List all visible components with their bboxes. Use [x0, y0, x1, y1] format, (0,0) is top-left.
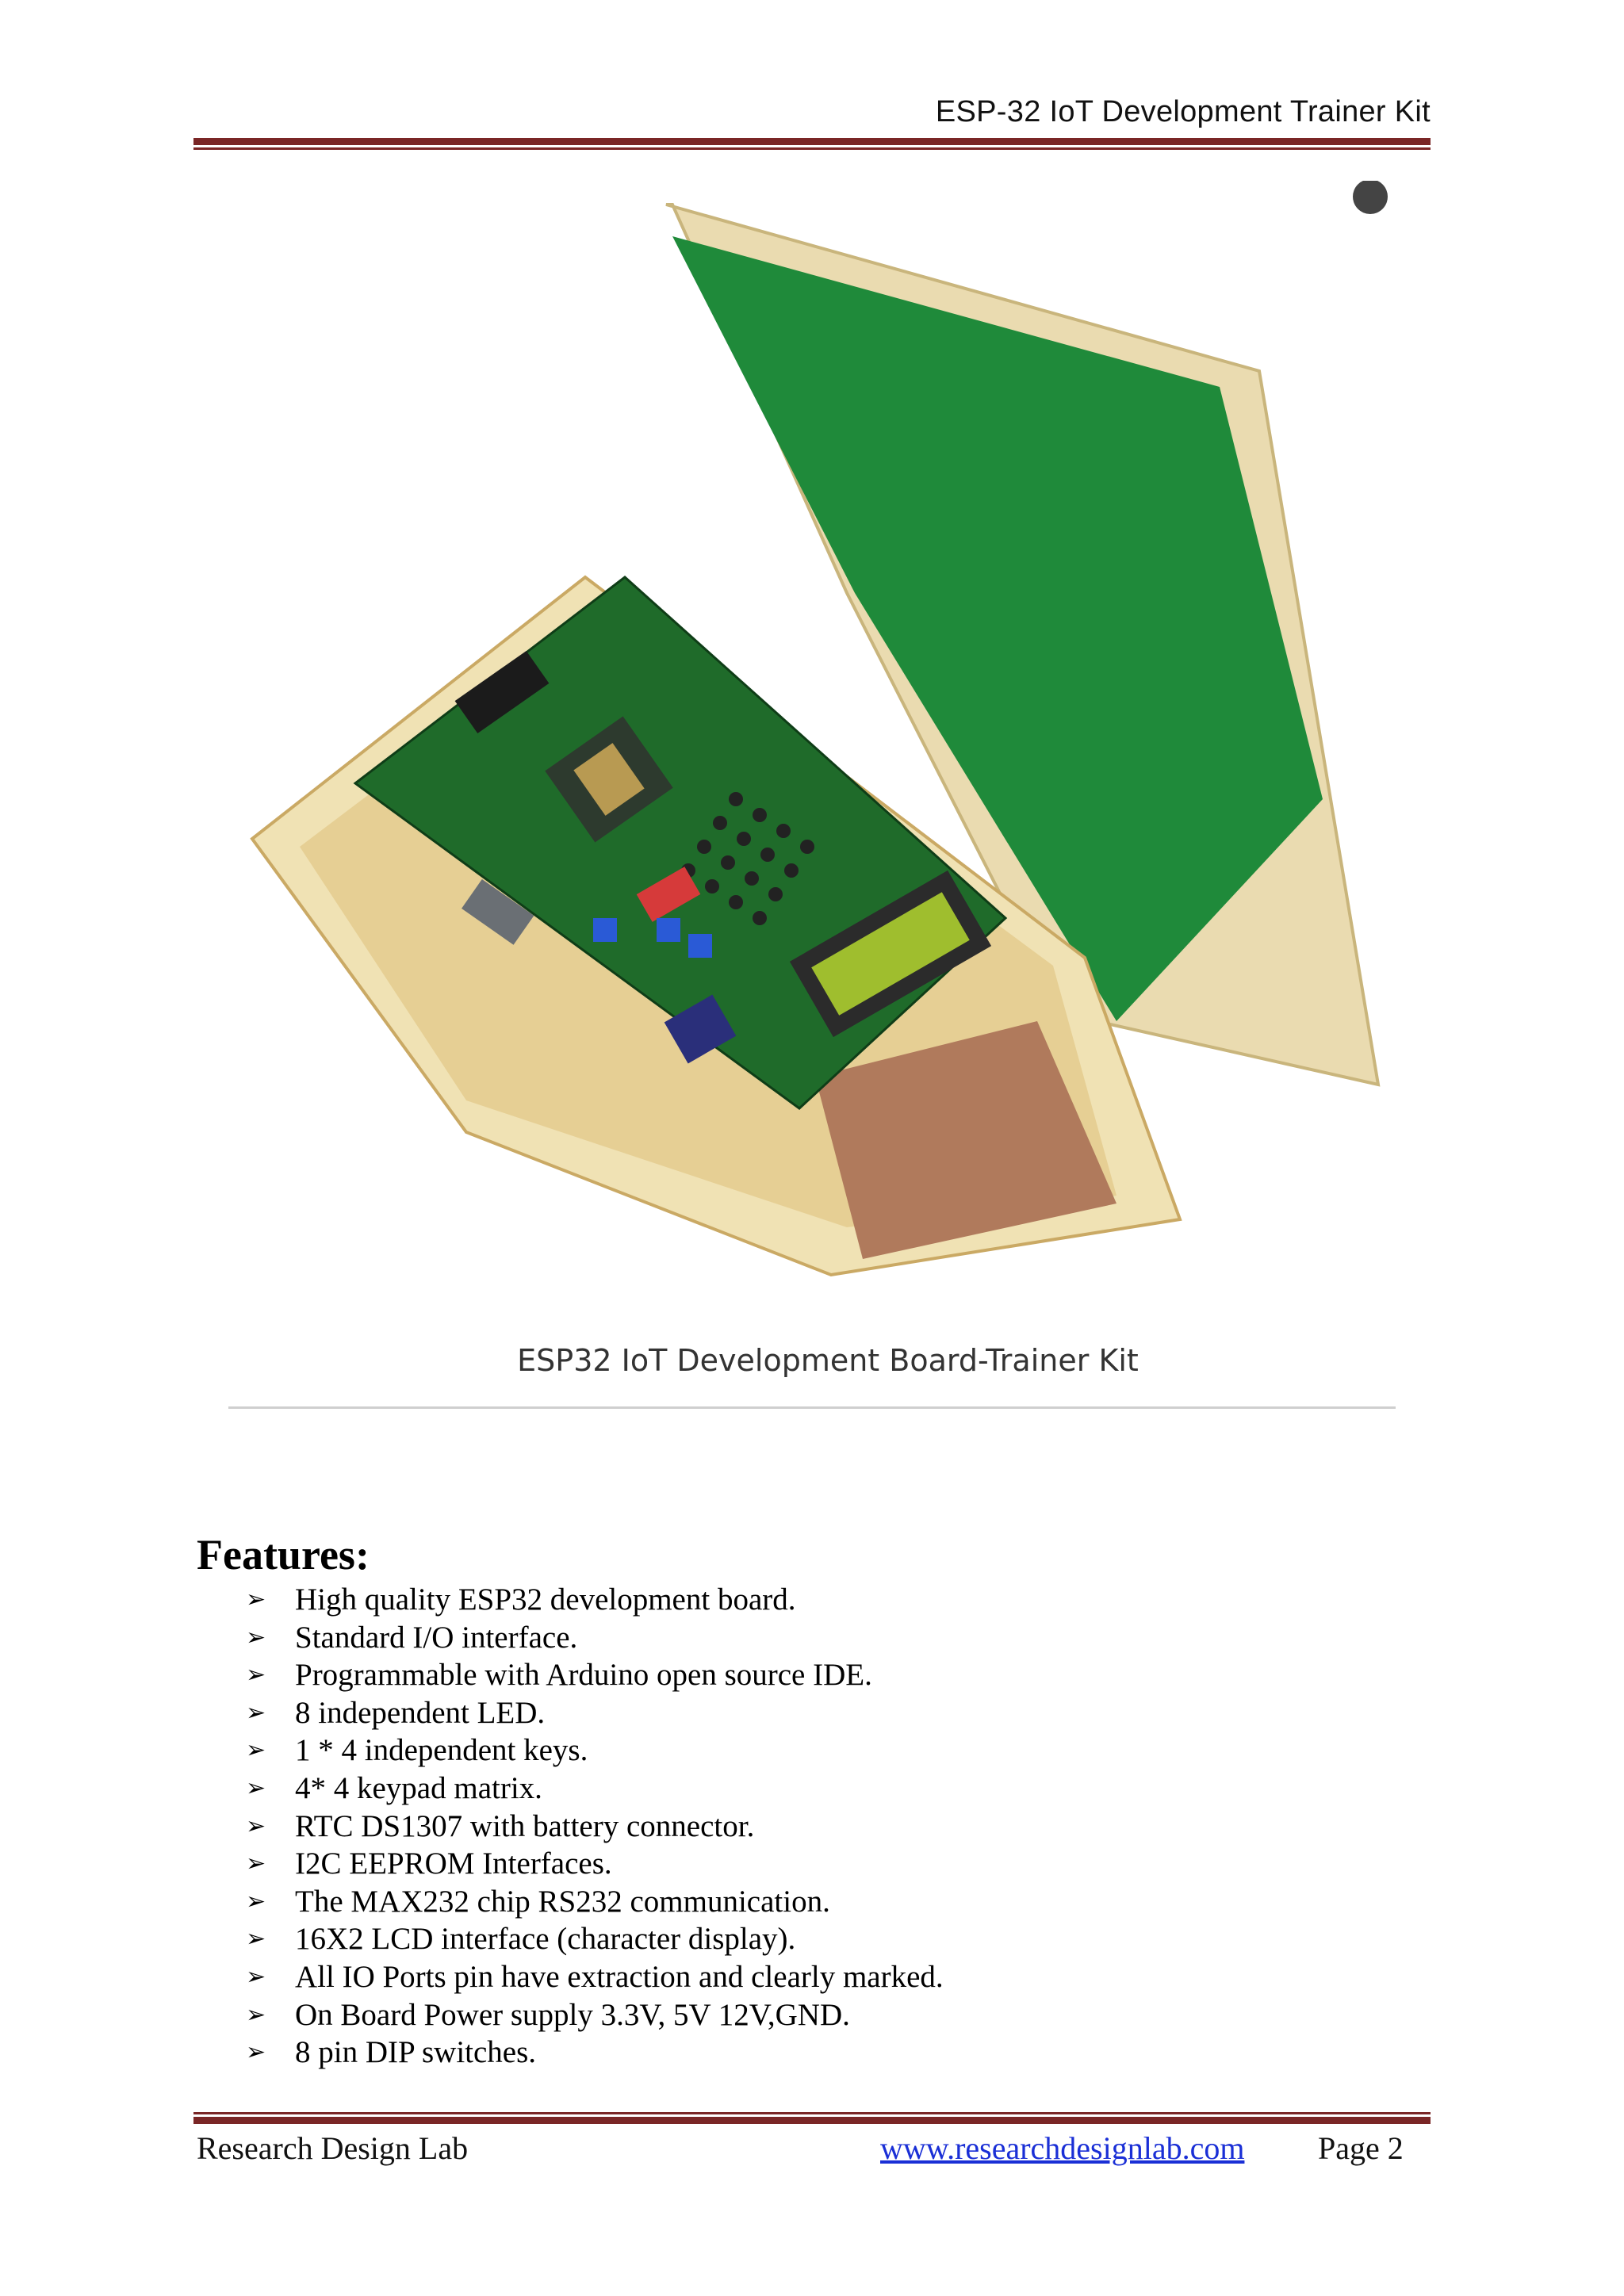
- arrow-bullet-icon: ➢: [246, 1737, 266, 1764]
- features-list: [246, 1581, 944, 2072]
- arrow-bullet-icon: ➢: [246, 1774, 266, 1801]
- arrow-bullet-icon: ➢: [246, 1624, 266, 1651]
- potentiometer: [657, 918, 680, 942]
- corner-logo-icon: [1353, 181, 1388, 214]
- list-item-text: Standard I/O interface.: [295, 1620, 578, 1655]
- features-heading: Features:: [197, 1531, 370, 1578]
- list-item: [246, 1770, 944, 1808]
- list-item: [246, 1808, 944, 1846]
- list-item: [246, 1883, 944, 1921]
- list-item: [246, 1581, 944, 1619]
- list-item-text: 16X2 LCD interface (character display).: [295, 1922, 796, 1957]
- list-item-text: Programmable with Arduino open source IDE.: [295, 1658, 872, 1693]
- arrow-bullet-icon: ➢: [246, 1888, 266, 1915]
- arrow-bullet-icon: ➢: [246, 1963, 266, 1990]
- list-item: [246, 1920, 944, 1958]
- arrow-bullet-icon: ➢: [246, 1662, 266, 1689]
- product-photo: [228, 181, 1396, 1418]
- list-item: [246, 1656, 944, 1694]
- potentiometer: [688, 934, 712, 958]
- list-item: [246, 1996, 944, 2034]
- footer-rule-thin: [193, 2112, 1431, 2114]
- header-rule-thin: [193, 147, 1431, 150]
- list-item: [246, 1619, 944, 1657]
- list-item-text: 8 pin DIP switches.: [295, 2035, 537, 2070]
- arrow-bullet-icon: ➢: [246, 1926, 266, 1953]
- footer-rule-thick: [193, 2117, 1431, 2124]
- footer-website-link[interactable]: www.researchdesignlab.com: [880, 2130, 1245, 2166]
- arrow-bullet-icon: ➢: [246, 1850, 266, 1877]
- list-item: [246, 1958, 944, 1996]
- header-rule-thick: [193, 138, 1431, 145]
- list-item-text: High quality ESP32 development board.: [295, 1582, 796, 1617]
- list-item: [246, 1845, 944, 1883]
- footer-page-number: Page 2: [1318, 2130, 1404, 2166]
- photo-caption: ESP32 IoT Development Board-Trainer Kit: [517, 1343, 1139, 1378]
- list-item: [246, 1732, 944, 1770]
- list-item-text: On Board Power supply 3.3V, 5V 12V,GND.: [295, 1997, 850, 2032]
- list-item-text: 1 * 4 independent keys.: [295, 1733, 588, 1768]
- arrow-bullet-icon: ➢: [246, 1812, 266, 1839]
- arrow-bullet-icon: ➢: [246, 1699, 266, 1726]
- list-item-text: RTC DS1307 with battery connector.: [295, 1808, 755, 1843]
- footer-company: Research Design Lab: [197, 2130, 469, 2166]
- list-item: [246, 1694, 944, 1732]
- list-item: [246, 2034, 944, 2072]
- list-item-text: 4* 4 keypad matrix.: [295, 1770, 542, 1805]
- potentiometer: [593, 918, 617, 942]
- arrow-bullet-icon: ➢: [246, 2001, 266, 2028]
- list-item-text: The MAX232 chip RS232 communication.: [295, 1884, 830, 1919]
- page-header-title: ESP-32 IoT Development Trainer Kit: [935, 95, 1431, 128]
- trainer-kit-illustration: [228, 181, 1396, 1418]
- photo-divider: [228, 1406, 1396, 1409]
- arrow-bullet-icon: ➢: [246, 1586, 266, 1613]
- arrow-bullet-icon: ➢: [246, 2039, 266, 2066]
- list-item-text: 8 independent LED.: [295, 1695, 546, 1730]
- list-item-text: I2C EEPROM Interfaces.: [295, 1846, 612, 1881]
- list-item-text: All IO Ports pin have extraction and clearly marked.: [295, 1959, 944, 1994]
